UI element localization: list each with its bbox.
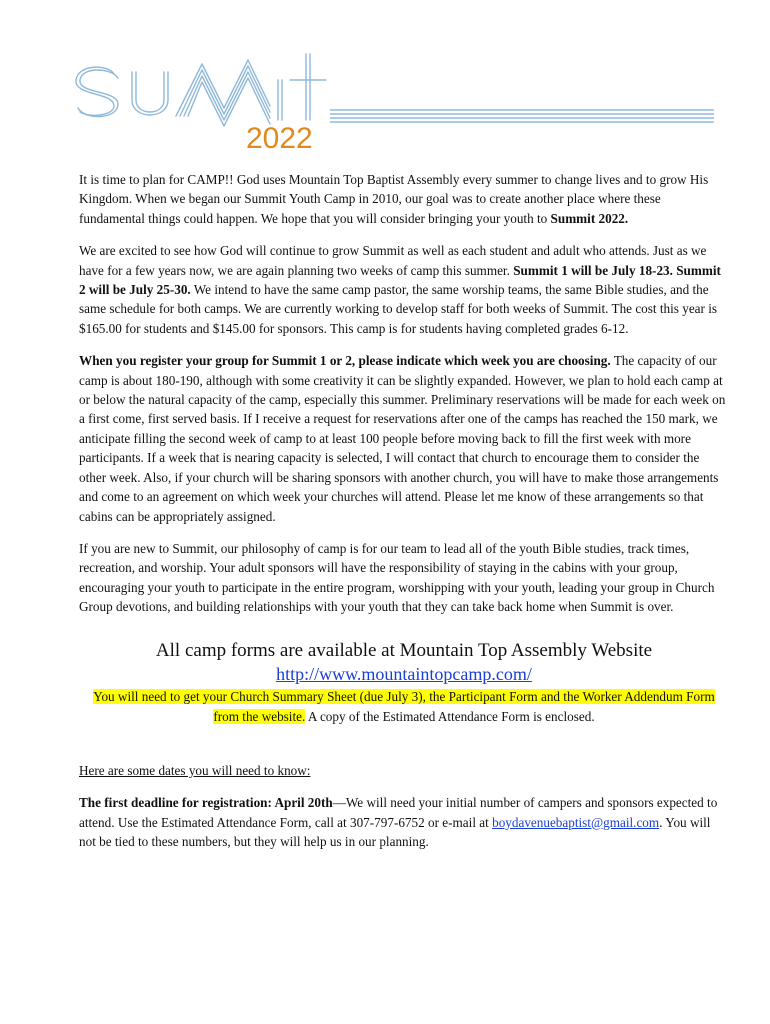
summit-2022-logo (74, 50, 714, 155)
forms-website-link[interactable]: http://www.mountaintopcamp.com/ (276, 663, 532, 684)
letter-body (79, 170, 729, 865)
register-text: The capacity of our camp is about 180-190, although with some creativity it can be slightly expanded. However, we plan to hold each camp at or below the natural capacity of the camp, especially this summer. Preliminary reservations will be made for each week on a first come, first served basis. If I receive a request for reservations after one of the camps has reached the 150 mark, we anticipate filling the second week of camp to at least 100 people before moving back to fill the first week with more participants. If a week that is nearing capacity is selected, I will contact that church to encourage them to consider the other week. Also, if your church will be sharing sponsors with another church, you will have to make those arrangements and come to an agreement on which week your churches will attend. Please let me know of these arrangements so that cabins can be appropriately assigned. (79, 353, 726, 524)
email-link[interactable]: boydavenuebaptist@gmail.com (492, 814, 660, 830)
deadline-paragraph (79, 793, 729, 851)
register-paragraph (79, 351, 729, 526)
excited-text-2: We intend to have the same camp pastor, the same worship teams, the same Bible studies, and the same schedule for both camps. We are currently working to develop staff for both weeks of Summit. The cost this year is $165.00 for students and $145.00 for sponsors. This camp is for students having completed grades 6-12. (79, 282, 718, 336)
deadline-text: —We will need your initial number of campers and sponsors expected to attend. Use the Estimated Attendance Form, call at 307-797-6752 or e-mail at (79, 795, 718, 830)
intro-paragraph (79, 170, 729, 228)
excited-paragraph (79, 241, 729, 338)
forms-after: A copy of the Estimated Attendance Form is enclosed. (305, 708, 595, 724)
summit-dates-bold: Summit 1 will be July 18-23. Summit 2 will be July 25-30. (79, 262, 721, 298)
forms-heading: All camp forms are available at Mountain Top Assembly Website (155, 639, 653, 661)
dates-intro: Here are some dates you will need to know: (79, 762, 311, 778)
logo-year: 2022 (246, 122, 313, 155)
excited-text-1: We are excited to see how God will continue to grow Summit as well as each student and adult who attends. Just as we have for a few years now, we are again planning two weeks of camp this summer. (79, 243, 707, 278)
register-bold: When you register your group for Summit 1 or 2, please indicate which week you are choosing. (79, 353, 611, 369)
forms-highlight: You will need to get your Church Summary Sheet (due July 3), the Participant Form and the Worker Addendum Form from the website. (93, 688, 715, 724)
deadline-bold: The first deadline for registration: April 20th (79, 795, 333, 811)
philosophy-paragraph: If you are new to Summit, our philosophy of camp is for our team to lead all of the youth Bible studies, track times, recreation, and worship. Your adult sponsors will have the responsibility of staying in the cabins with your group, encouraging your youth to participate in the entire program, worshipping with your youth, leading your group in Church Group devotions, and building relationships with your youth that they can take back home when Summit is over. (79, 540, 715, 615)
deadline-after: . You will not be tied to these numbers, but they will help us in our planning. (79, 814, 711, 850)
forms-note (79, 687, 729, 727)
intro-text: It is time to plan for CAMP!! God uses Mountain Top Baptist Assembly every summer to change lives and to grow His Kingdom. When we began our Summit Youth Camp in 2010, our goal was to create another place where these fundamental things could happen. We hope that you will consider bringing your youth to (79, 172, 709, 226)
intro-bold: Summit 2022. (550, 210, 629, 226)
summit-logo-graphic (74, 50, 714, 155)
